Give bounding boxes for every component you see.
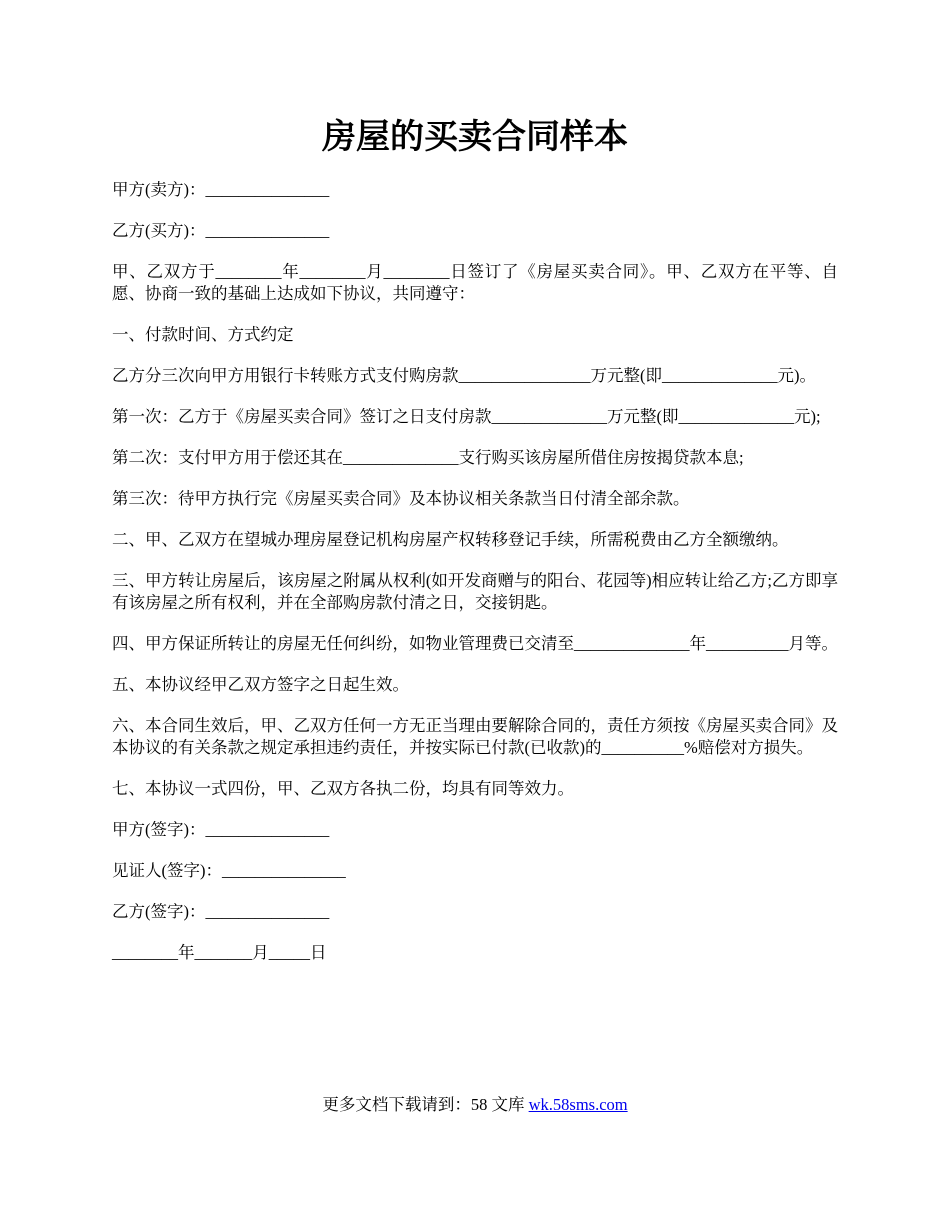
document-title: 房屋的买卖合同样本 <box>322 117 628 157</box>
payment-total-paragraph: 乙方分三次向甲方用银行卡转账方式支付购房款________________万元整(即______________元)。 <box>112 366 816 385</box>
clause-6-paragraph: 六、本合同生效后，甲、乙双方任何一方无正当理由要解除合同的，责任方须按《房屋买卖合同》及本协议的有关条款之规定承担违约责任，并按实际已付款(已收款)的__________%赔偿对方损失。 <box>112 716 838 757</box>
clause-5-paragraph: 五、本协议经甲乙双方签字之日起生效。 <box>112 675 409 694</box>
document-body <box>112 179 838 983</box>
date-line: ________年_______月_____日 <box>112 943 327 962</box>
seller-signature-line: 甲方(签字)：_______________ <box>112 820 330 839</box>
clause-2-paragraph: 二、甲、乙双方在望城办理房屋登记机构房屋产权转移登记手续，所需税费由乙方全额缴纳。 <box>112 530 789 549</box>
payment-third-paragraph: 第三次：待甲方执行完《房屋买卖合同》及本协议相关条款当日付清全部余款。 <box>112 489 690 508</box>
clause-4-paragraph: 四、甲方保证所转让的房屋无任何纠纷，如物业管理费已交清至______________年__________月等。 <box>112 634 838 653</box>
footer-text: 更多文档下载请到：58 文库 <box>322 1095 529 1114</box>
footer-link[interactable]: wk.58sms.com <box>528 1095 628 1114</box>
seller-party-line: 甲方(卖方)：_______________ <box>112 180 330 199</box>
buyer-signature-line: 乙方(签字)：_______________ <box>112 902 330 921</box>
buyer-party-line: 乙方(买方)：_______________ <box>112 221 330 240</box>
footer <box>0 1094 950 1116</box>
clause-3-paragraph: 三、甲方转让房屋后，该房屋之附属从权利(如开发商赠与的阳台、花园等)相应转让给乙方;乙方即享有该房屋之所有权利，并在全部购房款付清之日，交接钥匙。 <box>112 571 838 612</box>
clause-7-paragraph: 七、本协议一式四份，甲、乙双方各执二份，均具有同等效力。 <box>112 779 574 798</box>
payment-second-paragraph: 第二次：支付甲方用于偿还其在______________支行购买该房屋所借住房按揭贷款本息; <box>112 448 744 467</box>
payment-first-paragraph: 第一次：乙方于《房屋买卖合同》签订之日支付房款______________万元整(即______________元); <box>112 407 821 426</box>
clause-1-heading: 一、付款时间、方式约定 <box>112 325 294 344</box>
witness-signature-line: 见证人(签字)：_______________ <box>112 861 346 880</box>
intro-paragraph: 甲、乙双方于________年________月________日签订了《房屋买卖合同》。甲、乙双方在平等、自愿、协商一致的基础上达成如下协议，共同遵守： <box>112 262 838 303</box>
